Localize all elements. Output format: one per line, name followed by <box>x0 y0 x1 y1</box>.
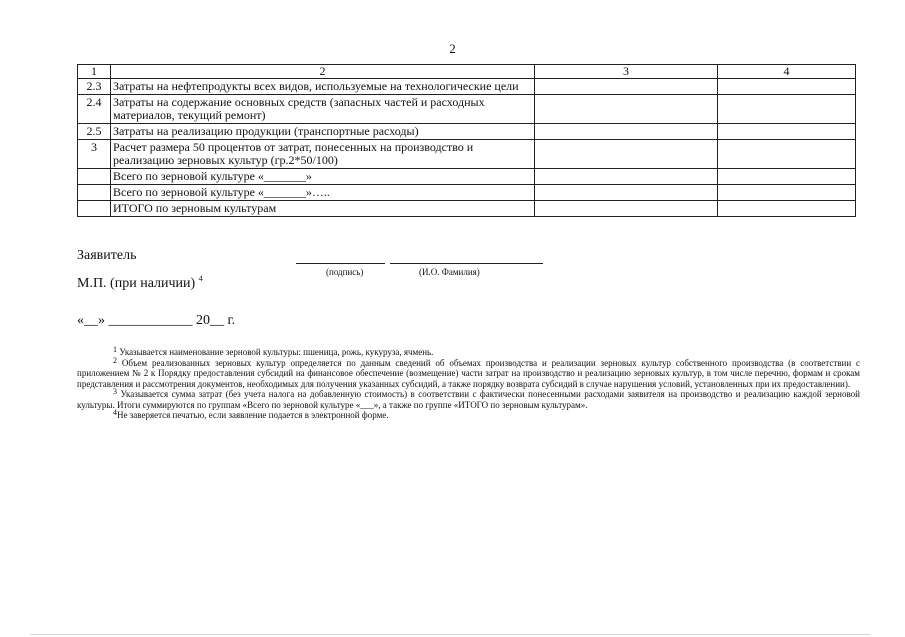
row-text: Затраты на реализацию продукции (транспортные расходы) <box>111 124 535 140</box>
row-cell-4 <box>718 140 856 169</box>
footnote <box>77 355 861 390</box>
header-cell: 1 <box>78 65 111 79</box>
row-text: Всего по зерновой культуре «_______» <box>111 169 535 185</box>
page-number: 2 <box>449 41 456 56</box>
row-cell-3 <box>535 140 718 169</box>
table-row <box>78 201 856 217</box>
footnote-text: Объем реализованных зерновых культур определяется по данным сведений об объемах производства и реализации зерновых культур собственного производства (в соответствии с приложением № 2 к Порядку предоставления субсидий на финансовое обеспечение (возмещение) части затрат на производство и реализацию зерновых культур, в том числе перечню, формам и срокам представления и рассмотрения документов, необходимых для получения указанных субсидий, а также порядку возврата субсидий в случае нарушения условий, установленных при их предоставлении). <box>77 357 861 389</box>
footnote <box>77 347 860 358</box>
table-header-row <box>78 65 856 79</box>
footnotes <box>77 347 860 421</box>
row-cell-3 <box>535 79 718 95</box>
row-cell-3 <box>535 124 718 140</box>
row-text: Всего по зерновой культуре «_______»….. <box>111 185 535 201</box>
footnote-text: Не заверяется печатью, если заявление подается в электронной форме. <box>117 410 389 420</box>
date-line: «__» ____________ 20__ г. <box>77 313 236 328</box>
signature-caption: (подпись) <box>326 267 364 277</box>
table-row <box>78 169 856 185</box>
page-edge-line <box>30 634 870 635</box>
row-text: ИТОГО по зерновым культурам <box>111 201 535 217</box>
row-text: Расчет размера 50 процентов от затрат, понесенных на производство и реализацию зерновых культур (гр.2*50/100) <box>111 140 535 169</box>
name-line <box>390 263 543 264</box>
row-number <box>78 169 111 185</box>
table-row <box>78 140 856 169</box>
footnote <box>77 410 860 421</box>
footnote-number: 1 <box>113 345 117 354</box>
stamp-label <box>77 276 203 292</box>
row-cell-4 <box>718 169 856 185</box>
footnote-text: Указывается сумма затрат (без учета налога на добавленную стоимость) в соответствии с фактически понесенными расходами заявителя на производство и реализацию каждой зерновой культуры. Итоги суммируются по группам «Всего по зерновой культуре «___», а также по группе «ИТОГО по зерновым культурам». <box>77 389 860 410</box>
row-cell-3 <box>535 185 718 201</box>
row-number: 2.3 <box>78 79 111 95</box>
row-number: 2.4 <box>78 95 111 124</box>
row-cell-4 <box>718 79 856 95</box>
row-cell-3 <box>535 95 718 124</box>
header-cell: 4 <box>718 65 856 79</box>
header-cell: 2 <box>111 65 535 79</box>
applicant-label: Заявитель <box>77 248 137 263</box>
row-text: Затраты на нефтепродукты всех видов, используемые на технологические цели <box>111 79 535 95</box>
stamp-footnote-ref: 4 <box>198 274 203 283</box>
row-text: Затраты на содержание основных средств (запасных частей и расходных материалов, текущий ремонт) <box>111 95 535 124</box>
footnote-number: 4 <box>113 408 117 417</box>
footnote-text: Указывается наименование зерновой культуры: пшеница, рожь, кукуруза, ячмень. <box>119 347 434 357</box>
table-row <box>78 185 856 201</box>
row-cell-4 <box>718 95 856 124</box>
table-row <box>78 95 856 124</box>
row-number: 3 <box>78 140 111 169</box>
footnote-number: 2 <box>113 355 117 365</box>
name-caption: (И.О. Фамилия) <box>419 267 480 277</box>
signature-line <box>296 263 385 264</box>
row-cell-4 <box>718 124 856 140</box>
header-cell: 3 <box>535 65 718 79</box>
row-number: 2.5 <box>78 124 111 140</box>
row-cell-3 <box>535 201 718 217</box>
row-cell-4 <box>718 185 856 201</box>
costs-table <box>77 64 856 217</box>
stamp-text: М.П. (при наличии) <box>77 276 196 291</box>
footnote <box>77 389 860 410</box>
row-cell-4 <box>718 201 856 217</box>
footnote-number: 3 <box>113 387 117 396</box>
table-row <box>78 79 856 95</box>
table-row <box>78 124 856 140</box>
row-number <box>78 201 111 217</box>
row-cell-3 <box>535 169 718 185</box>
row-number <box>78 185 111 201</box>
